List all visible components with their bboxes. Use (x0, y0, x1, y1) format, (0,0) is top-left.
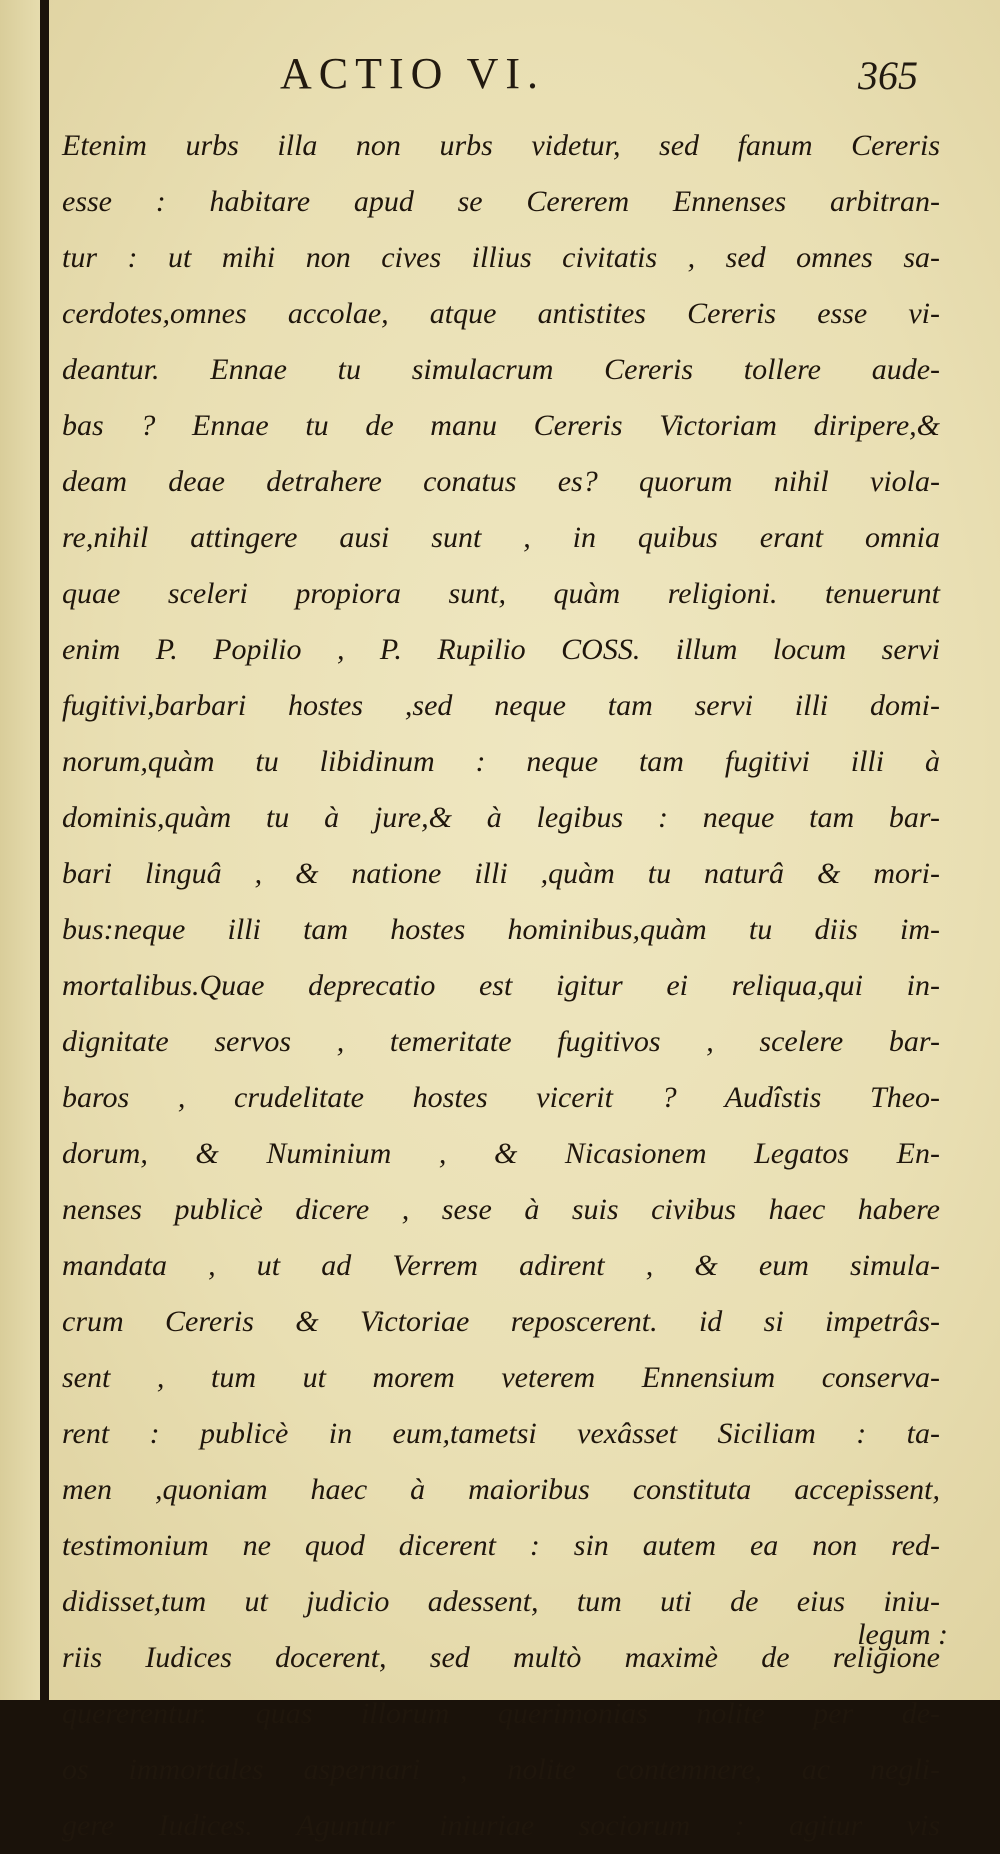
text-line: testimonium ne quod dicerent : sin autem ea non red- (62, 1529, 940, 1562)
text-line: riis Iudices docerent, sed multò maximè de religione (62, 1641, 940, 1674)
text-line: dignitate servos , temeritate fugitivos , scelere bar- (62, 1025, 940, 1058)
text-line: men ,quoniam haec à maioribus constituta accepissent, (62, 1473, 940, 1506)
catchword: legum : (857, 1618, 948, 1651)
text-line: deam deae detrahere conatus es? quorum nihil viola- (62, 465, 940, 498)
text-line: rent : publicè in eum,tametsi vexâsset Siciliam : ta- (62, 1417, 940, 1450)
text-line: bas ? Ennae tu de manu Cereris Victoriam diripere,& (62, 409, 940, 442)
text-line: norum,quàm tu libidinum : neque tam fugitivi illi à (62, 745, 940, 778)
text-line: bus:neque illi tam hostes hominibus,quàm tu diis im- (62, 913, 940, 946)
text-line: dominis,quàm tu à jure,& à legibus : neque tam bar- (62, 801, 940, 834)
text-line: tur : ut mihi non cives illius civitatis , sed omnes sa- (62, 241, 940, 274)
text-line: nenses publicè dicere , sese à suis civibus haec habere (62, 1193, 940, 1226)
text-line: fugitivi,barbari hostes ,sed neque tam servi illi domi- (62, 689, 940, 722)
text-line: cerdotes,omnes accolae, atque antistites Cereris esse vi- (62, 297, 940, 330)
text-line: os immortales aspernari , nolite contemnere, ac negli- (62, 1753, 940, 1786)
text-line: bari linguâ , & natione illi ,quàm tu naturâ & mori- (62, 857, 940, 890)
body-text (62, 118, 940, 1854)
text-line: deantur. Ennae tu simulacrum Cereris tollere aude- (62, 353, 940, 386)
text-line: re,nihil attingere ausi sunt , in quibus erant omnia (62, 521, 940, 554)
text-line: dorum, & Numinium , & Nicasionem Legatos En- (62, 1137, 940, 1170)
text-line: sent , tum ut morem veterem Ennensium conserva- (62, 1361, 940, 1394)
text-line: baros , crudelitate hostes vicerit ? Audîstis Theo- (62, 1081, 940, 1114)
text-line: gere Iudices. Aguntur iniuriae sociorum : agitur vis (62, 1809, 940, 1842)
text-line: quae sceleri propiora sunt, quàm religioni. tenuerunt (62, 577, 940, 610)
text-line: mortalibus.Quae deprecatio est igitur ei reliqua,qui in- (62, 969, 940, 1002)
left-gutter (0, 0, 40, 1700)
text-line: crum Cereris & Victoriae reposcerent. id si impetrâs- (62, 1305, 940, 1338)
text-line: esse : habitare apud se Cererem Ennenses arbitran- (62, 185, 940, 218)
text-line: didisset,tum ut judicio adessent, tum uti de eius iniu- (62, 1585, 940, 1618)
text-line: enim P. Popilio , P. Rupilio COSS. illum locum servi (62, 633, 940, 666)
text-line: Etenim urbs illa non urbs videtur, sed fanum Cereris (62, 129, 940, 162)
binding-edge (40, 0, 49, 1700)
text-line: mandata , ut ad Verrem adirent , & eum simula- (62, 1249, 940, 1282)
page-number: 365 (858, 53, 918, 98)
running-title: ACTIO VI. (280, 49, 546, 98)
text-line: quererentur. quas illorum querimonias nolite per de- (62, 1697, 940, 1730)
